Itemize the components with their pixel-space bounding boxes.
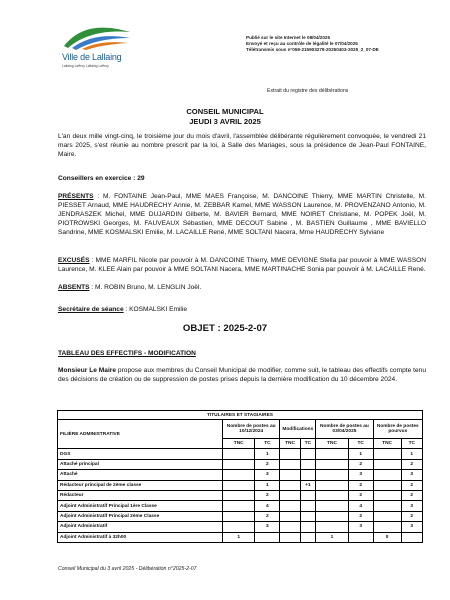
row-cell — [300, 532, 316, 542]
row-cell — [280, 449, 300, 459]
filiere-header: FILIÈRE ADMINISTRATIVE — [58, 420, 223, 449]
row-cell — [223, 522, 255, 532]
row-cell — [300, 459, 316, 469]
row-cell — [223, 490, 255, 500]
absents-paragraph — [58, 283, 426, 292]
table-group-header-row — [58, 411, 423, 420]
sub-header: TC — [300, 439, 316, 449]
presents-list: : M. FONTAINE Jean-Paul, MME MAES Françoise, M. DANCOINE Thierry, MME MARTIN Christelle, M. PIESSET Arnaud, MME HAUDRECHY Annie, M. ZEBBAR Kamel, MME WASSON Laurence, M. PROVENZANO Antonio, M. JENDRASZEK Michel, MME DUJARDIN Gilberte, M. BAVIER Bernard, MME NOIRET Christiane, M. POPEK Joël, M. PIOTROWSKI Georges, M. FAUVEAUX Sébastien, MME DECOUT Sabine , M. BASTIEN Guillaume , MME BAVIELLO Sandrine, MME KOSMALSKI Emilie, M. LACAILLE René, MME SOLTANI Nacera, Mme HAUDRECHY Sylviane — [58, 193, 426, 237]
row-cell — [280, 470, 300, 480]
council-title: CONSEIL MUNICIPAL — [186, 107, 264, 116]
intro-paragraph: L'an deux mille vingt-cinq, le troisième jour du mois d'avril, l'assemblée délibérante régulièrement convoquée, le vendredi 21 mars 2025, s'est réunie au nombre prescrit par la loi, à Salle des Mariages, sous la présidence de Jean-Paul FONTAINE, Maire. — [58, 133, 426, 159]
row-cell — [316, 459, 348, 469]
sub-header: TC — [255, 439, 280, 449]
row-cell — [373, 449, 401, 459]
row-cell: 4 — [348, 501, 373, 511]
row-cell — [373, 511, 401, 521]
row-cell — [316, 501, 348, 511]
stamp-published: Publié sur le site Internet le 08/04/2025 — [246, 35, 331, 40]
secretaire-paragraph — [58, 305, 426, 314]
row-cell — [255, 532, 280, 542]
row-cell — [280, 459, 300, 469]
row-cell — [223, 501, 255, 511]
row-cell: 2 — [255, 511, 280, 521]
table-row — [58, 532, 423, 542]
sub-header: TNC — [373, 439, 401, 449]
row-label: Attaché principal — [58, 459, 223, 469]
row-cell — [300, 490, 316, 500]
row-cell: 3 — [401, 470, 422, 480]
row-cell: 2 — [348, 459, 373, 469]
row-cell — [401, 532, 422, 542]
row-label: Attaché — [58, 470, 223, 480]
table-body — [58, 449, 423, 543]
col-header-pourvus: Nombre de postes pourvus — [373, 420, 422, 439]
row-cell: 2 — [255, 490, 280, 500]
row-cell — [373, 459, 401, 469]
conseillers-count — [58, 175, 145, 182]
row-cell: 3 — [255, 522, 280, 532]
row-cell — [280, 480, 300, 490]
row-cell — [373, 490, 401, 500]
row-cell — [280, 532, 300, 542]
row-cell: 3 — [401, 522, 422, 532]
sub-header: TNC — [280, 439, 300, 449]
row-cell — [300, 501, 316, 511]
table-row — [58, 490, 423, 500]
row-cell — [223, 511, 255, 521]
row-cell: 2 — [401, 511, 422, 521]
row-cell — [316, 449, 348, 459]
row-cell — [373, 501, 401, 511]
table-col-header-row — [58, 420, 423, 439]
table-row — [58, 459, 423, 469]
row-cell: 3 — [255, 470, 280, 480]
secretaire-name: : KOSMALSKI Emilie — [123, 306, 188, 313]
row-cell — [223, 480, 255, 490]
col-header-modifications: Modifications — [280, 420, 316, 439]
row-cell: 3 — [348, 522, 373, 532]
row-cell — [316, 470, 348, 480]
row-cell — [300, 511, 316, 521]
effectifs-table — [57, 410, 423, 543]
secretaire-label: Secrétaire de séance — [58, 306, 124, 313]
excuses-list: : MME MARFIL Nicole par pouvoir à M. DANCOINE Thierry, MME DEVIGNE Stella par pouvoir à MME WASSON Laurence, M. KLEE Alain par pouvoir à MME SOLTANI Nacera, MME MARTINACHE Sonia par pouvoir à M. LACAILLE René. — [58, 257, 426, 274]
row-cell — [223, 470, 255, 480]
row-cell: 2 — [348, 490, 373, 500]
stamp-received: Envoyé et reçu au contrôle de légalité le 07/04/2025 — [246, 41, 358, 47]
objet-heading: OBJET : 2025-2-07 — [182, 323, 268, 334]
row-cell — [300, 522, 316, 532]
row-cell: 2 — [401, 459, 422, 469]
absents-label: ABSENTS — [58, 284, 90, 291]
sub-header: TC — [401, 439, 422, 449]
row-cell: 2 — [401, 480, 422, 490]
sub-header: TNC — [223, 439, 255, 449]
publication-stamp — [246, 35, 379, 54]
group-header: TITULAIRES ET STAGIAIRES — [58, 411, 423, 420]
row-cell: 2 — [401, 490, 422, 500]
row-cell — [300, 470, 316, 480]
row-cell — [316, 511, 348, 521]
col-header-10-12-2024: Nombre de postes au 10/12/2024 — [223, 420, 280, 439]
row-cell — [316, 522, 348, 532]
row-label: Rédacteur — [58, 490, 223, 500]
section-title: TABLEAU DES EFFECTIFS - MODIFICATION — [58, 350, 196, 357]
council-date: JEUDI 3 AVRIL 2025 — [189, 117, 261, 126]
conseillers-label: Conseillers en exercice : — [58, 175, 136, 182]
sub-header: TC — [348, 439, 373, 449]
row-cell: 3 — [348, 470, 373, 480]
footer-reference: Conseil Municipal du 3 avril 2025 - Délibération n°2025-2-07 — [58, 566, 197, 572]
row-cell: 4 — [255, 501, 280, 511]
row-label: Adjoint Administratif Principal 1ère Classe — [58, 501, 223, 511]
row-cell — [316, 490, 348, 500]
conseillers-value: 29 — [137, 175, 145, 182]
row-label: Adjoint Administratif à 32h00 — [58, 532, 223, 542]
col-header-03-04-2025: Nombre de postes au 03/04/2025 — [316, 420, 373, 439]
presents-label: PRÉSENTS — [58, 193, 94, 200]
presents-paragraph — [58, 192, 426, 237]
body-text: propose aux membres du Conseil Municipal de modifier, comme suit, le tableau des effectifs compte tenu des décisions de création ou de suppression de postes prises depuis la dernière modification du 10 décembre 2024. — [58, 367, 426, 384]
city-logo — [56, 18, 136, 72]
row-cell: 3 — [401, 501, 422, 511]
logo-name: Ville de Lallaing — [62, 52, 122, 62]
row-cell — [316, 480, 348, 490]
absents-list: : M. ROBIN Bruno, M. LENGLIN Joël. — [89, 284, 202, 291]
table-row — [58, 480, 423, 490]
table-row — [58, 501, 423, 511]
excuses-label: EXCUSÉS — [58, 257, 90, 264]
row-cell — [280, 490, 300, 500]
row-cell: 1 — [316, 532, 348, 542]
excuses-paragraph — [58, 256, 426, 274]
row-cell — [223, 459, 255, 469]
row-cell: 2 — [348, 480, 373, 490]
sub-header: TNC — [316, 439, 348, 449]
body-paragraph — [58, 366, 426, 384]
row-cell — [300, 449, 316, 459]
row-cell: 1 — [223, 532, 255, 542]
row-cell — [223, 449, 255, 459]
row-label: Rédacteur principal de 2ème classe — [58, 480, 223, 490]
table-row — [58, 511, 423, 521]
row-cell — [373, 522, 401, 532]
table-row — [58, 522, 423, 532]
row-cell: 1 — [348, 449, 373, 459]
row-cell: 0 — [373, 532, 401, 542]
row-label: Adjoint Administratif — [58, 522, 223, 532]
row-cell: +1 — [300, 480, 316, 490]
row-label: Adjoint Administratif Principal 2ème Classe — [58, 511, 223, 521]
row-cell — [280, 522, 300, 532]
row-cell — [373, 470, 401, 480]
row-cell — [348, 532, 373, 542]
table-row — [58, 470, 423, 480]
logo-subtitle: Lallaing Leffroy Lallaing Leffroy — [62, 64, 109, 68]
table-row — [58, 449, 423, 459]
row-cell: 2 — [348, 511, 373, 521]
row-cell: 1 — [255, 449, 280, 459]
logo-swoosh-icon — [62, 22, 132, 50]
row-cell — [280, 501, 300, 511]
row-cell: 1 — [255, 480, 280, 490]
row-cell: 1 — [401, 449, 422, 459]
register-extract: Extrait du registre des délibérations — [267, 88, 349, 94]
row-cell — [373, 480, 401, 490]
row-cell: 2 — [255, 459, 280, 469]
body-maire: Monsieur Le Maire — [58, 367, 117, 374]
row-cell — [280, 511, 300, 521]
stamp-transmitted: Télétransmis sous n°059-215903279-20250403-2025_2_07-DE — [246, 47, 379, 53]
row-label: DGS — [58, 449, 223, 459]
